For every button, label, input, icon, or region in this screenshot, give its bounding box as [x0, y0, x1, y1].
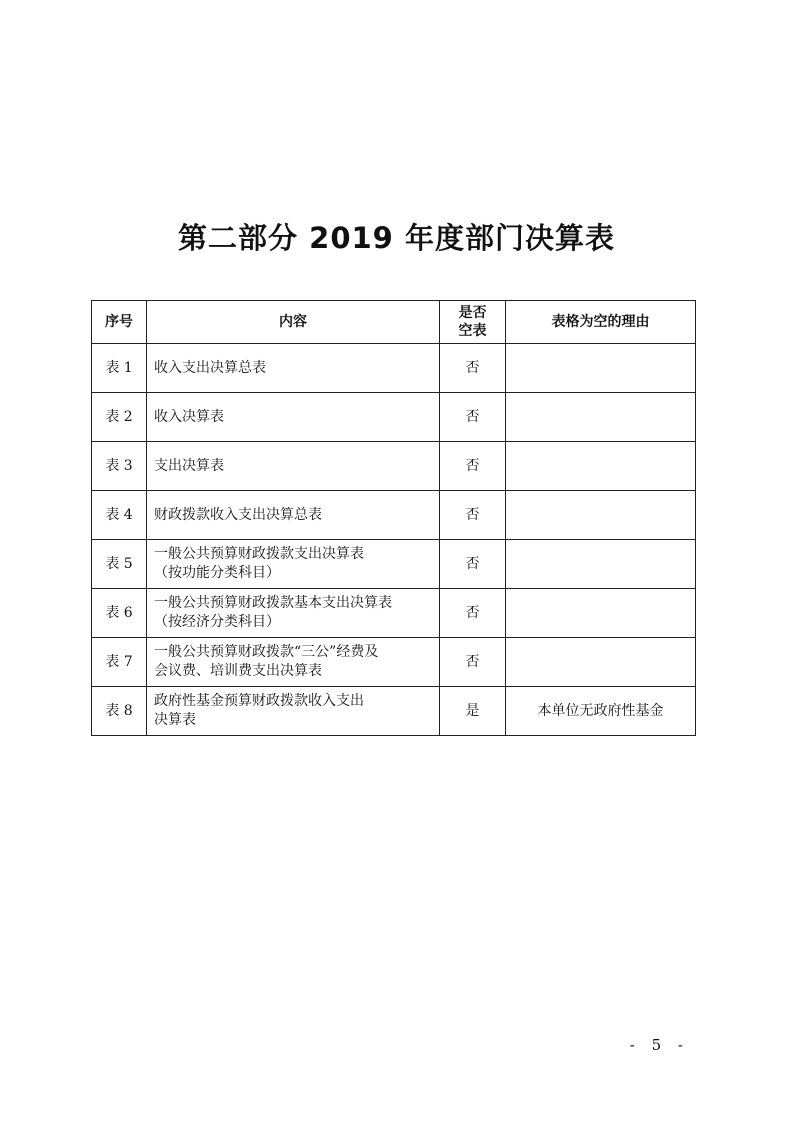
row-content-line1: 一般公共预算财政拨款“三公”经费及: [154, 644, 379, 660]
row-is-empty: 否: [440, 442, 506, 491]
row-content-line1: 收入决算表: [154, 408, 224, 425]
table-row: [92, 491, 696, 540]
table-row: [92, 638, 696, 687]
row-no: 表 4: [92, 491, 147, 540]
row-content-line1: 支出决算表: [154, 457, 224, 474]
row-content: [147, 540, 440, 589]
summary-table: [91, 300, 696, 736]
row-reason: [506, 589, 696, 638]
row-reason: [506, 442, 696, 491]
row-is-empty: 否: [440, 344, 506, 393]
row-content: [147, 393, 440, 442]
row-content-line1: 财政拨款收入支出决算总表: [154, 506, 322, 523]
row-content: [147, 638, 440, 687]
table-row: [92, 442, 696, 491]
row-no: 表 8: [92, 687, 147, 736]
table-header-row: [92, 301, 696, 344]
table-row: [92, 540, 696, 589]
row-content: [147, 442, 440, 491]
row-reason: [506, 491, 696, 540]
page-title: 第二部分 2019 年度部门决算表: [178, 221, 615, 255]
table-row: [92, 589, 696, 638]
row-content: [147, 687, 440, 736]
row-content-line2: （按经济分类科目）: [154, 614, 280, 630]
header-no: 序号: [92, 301, 147, 344]
table-row: [92, 687, 696, 736]
row-is-empty: 是: [440, 687, 506, 736]
table-container: [91, 300, 695, 736]
header-reason: 表格为空的理由: [506, 301, 696, 344]
row-content-line2: （按功能分类科目）: [154, 565, 280, 581]
row-is-empty: 否: [440, 638, 506, 687]
row-reason: 本单位无政府性基金: [506, 687, 696, 736]
row-content-line1: 一般公共预算财政拨款基本支出决算表: [154, 595, 392, 611]
row-reason: [506, 393, 696, 442]
row-no: 表 5: [92, 540, 147, 589]
row-no: 表 7: [92, 638, 147, 687]
row-is-empty: 否: [440, 491, 506, 540]
row-no: 表 2: [92, 393, 147, 442]
row-is-empty: 否: [440, 589, 506, 638]
row-content: [147, 589, 440, 638]
table-row: [92, 393, 696, 442]
header-content: 内容: [147, 301, 440, 344]
row-content-line1: 政府性基金预算财政拨款收入支出: [154, 693, 364, 709]
row-reason: [506, 540, 696, 589]
row-content: [147, 344, 440, 393]
row-content-line1: 一般公共预算财政拨款支出决算表: [154, 546, 364, 562]
page-number: - 5 -: [629, 1036, 689, 1054]
row-no: 表 6: [92, 589, 147, 638]
row-no: 表 3: [92, 442, 147, 491]
row-no: 表 1: [92, 344, 147, 393]
row-reason: [506, 344, 696, 393]
row-content-line2: 会议费、培训费支出决算表: [154, 663, 322, 679]
row-is-empty: 否: [440, 393, 506, 442]
table-row: [92, 344, 696, 393]
row-reason: [506, 638, 696, 687]
header-is-empty: [440, 301, 506, 344]
row-content: [147, 491, 440, 540]
row-content-line1: 收入支出决算总表: [154, 359, 266, 376]
row-content-line2: 决算表: [154, 712, 196, 728]
header-is-empty-text: 是否空表: [458, 305, 487, 339]
row-is-empty: 否: [440, 540, 506, 589]
